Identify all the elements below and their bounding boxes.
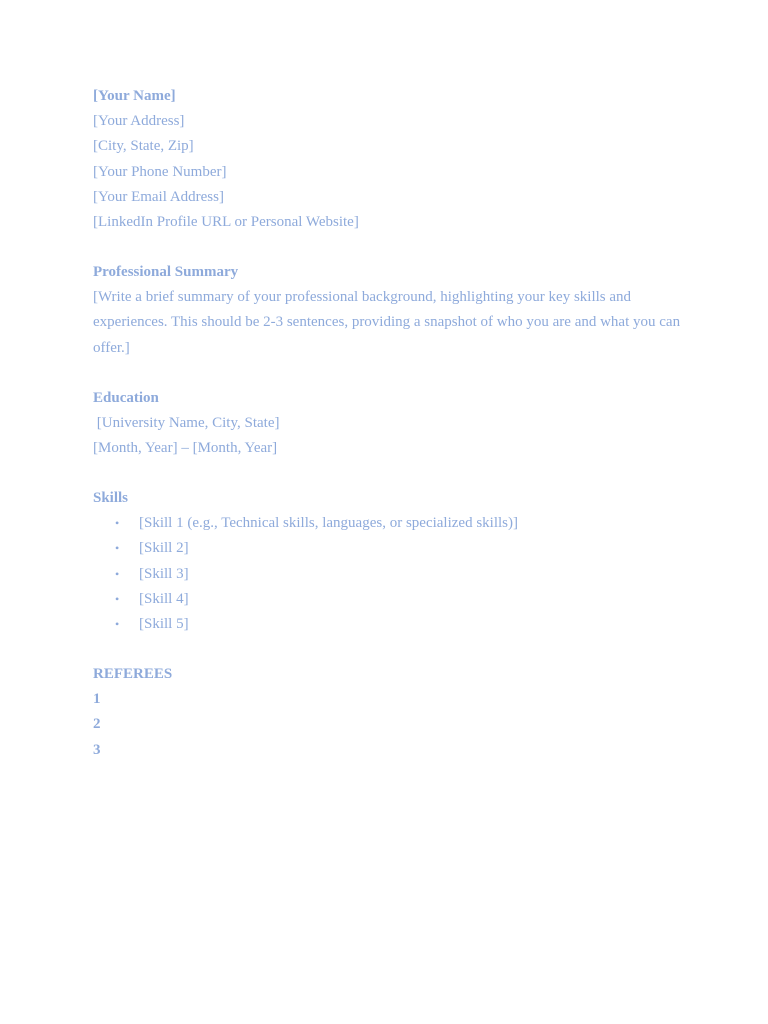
skills-list	[93, 511, 693, 637]
resume-content	[93, 84, 693, 763]
education-university: [University Name, City, State]	[93, 414, 280, 431]
skill-item	[93, 511, 693, 536]
contact-phone: [Your Phone Number]	[93, 163, 227, 180]
contact-address: [Your Address]	[93, 113, 185, 130]
skill-text: [Skill 3]	[139, 565, 189, 582]
bullet-icon: •	[115, 591, 120, 606]
bullet-icon: •	[115, 617, 120, 632]
section-spacer	[93, 637, 693, 662]
bullet-icon: •	[115, 541, 120, 556]
referee-item: 2	[93, 716, 101, 733]
summary-text: [Write a brief summary of your professional background, highlighting your key skills and experiences. This should be 2-3 sentences, providing a snapshot of who you are and what you can offer.]	[93, 289, 681, 356]
section-spacer	[93, 235, 693, 260]
referees-heading: REFEREES	[93, 666, 173, 683]
skill-text: [Skill 1 (e.g., Technical skills, languages, or specialized skills)]	[139, 515, 518, 532]
referee-item: 1	[93, 691, 101, 708]
skill-item	[93, 562, 693, 587]
contact-website: [LinkedIn Profile URL or Personal Website]	[93, 214, 359, 231]
bullet-icon: •	[115, 566, 120, 581]
skill-text: [Skill 2]	[139, 540, 189, 557]
skill-item	[93, 612, 693, 637]
education-heading: Education	[93, 389, 159, 406]
summary-heading: Professional Summary	[93, 264, 239, 281]
contact-name: [Your Name]	[93, 88, 176, 104]
referee-item: 3	[93, 741, 101, 758]
skill-item	[93, 536, 693, 561]
bullet-icon: •	[115, 516, 120, 531]
contact-city: [City, State, Zip]	[93, 138, 194, 155]
skills-heading: Skills	[93, 490, 129, 507]
contact-email: [Your Email Address]	[93, 188, 224, 205]
section-spacer	[93, 461, 693, 486]
skill-text: [Skill 4]	[139, 590, 189, 607]
skill-text: [Skill 5]	[139, 616, 189, 633]
skill-item	[93, 587, 693, 612]
education-dates: [Month, Year] – [Month, Year]	[93, 440, 278, 457]
section-spacer	[93, 361, 693, 386]
